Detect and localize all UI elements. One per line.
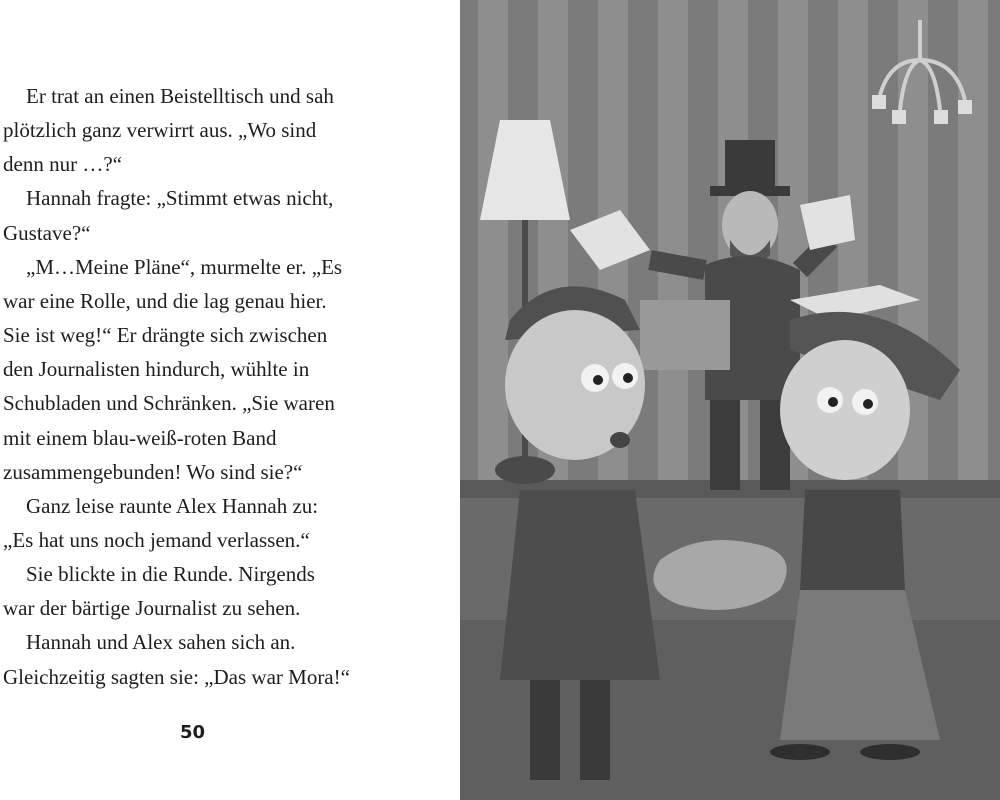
text-line: Gleichzeitig sagten sie: „Das war Mora!“ bbox=[3, 664, 350, 689]
text-line: plötzlich ganz verwirrt aus. „Wo sind bbox=[3, 118, 317, 143]
text-line: Hannah fragte: „Stimmt etwas nicht, bbox=[26, 186, 334, 211]
text-line: Sie blickte in die Runde. Nirgends bbox=[26, 562, 315, 587]
text-line: Ganz leise raunte Alex Hannah zu: bbox=[26, 493, 319, 518]
illustration bbox=[460, 0, 1000, 800]
text-line: den Journalisten hindurch, wühlte in bbox=[3, 357, 310, 382]
text-line: denn nur …?“ bbox=[3, 152, 122, 177]
text-page bbox=[0, 0, 460, 800]
text-line: zusammengebunden! Wo sind sie?“ bbox=[3, 459, 303, 484]
text-line: war eine Rolle, und die lag genau hier. bbox=[3, 288, 327, 313]
page-number: 50 bbox=[180, 722, 206, 743]
text-line: mit einem blau-weiß-roten Band bbox=[3, 425, 277, 450]
text-line: war der bärtige Journalist zu sehen. bbox=[3, 596, 301, 621]
text-line: Sie ist weg!“ Er drängte sich zwischen bbox=[3, 323, 328, 348]
text-line: Er trat an einen Beistelltisch und sah bbox=[26, 84, 334, 108]
text-line: Schubladen und Schränken. „Sie waren bbox=[3, 391, 335, 416]
text-line: Hannah und Alex sahen sich an. bbox=[26, 630, 296, 655]
text-line: „M…Meine Pläne“, murmelte er. „Es bbox=[26, 254, 343, 279]
text-line: Gustave?“ bbox=[3, 220, 91, 245]
text-line: „Es hat uns noch jemand verlassen.“ bbox=[3, 527, 310, 552]
